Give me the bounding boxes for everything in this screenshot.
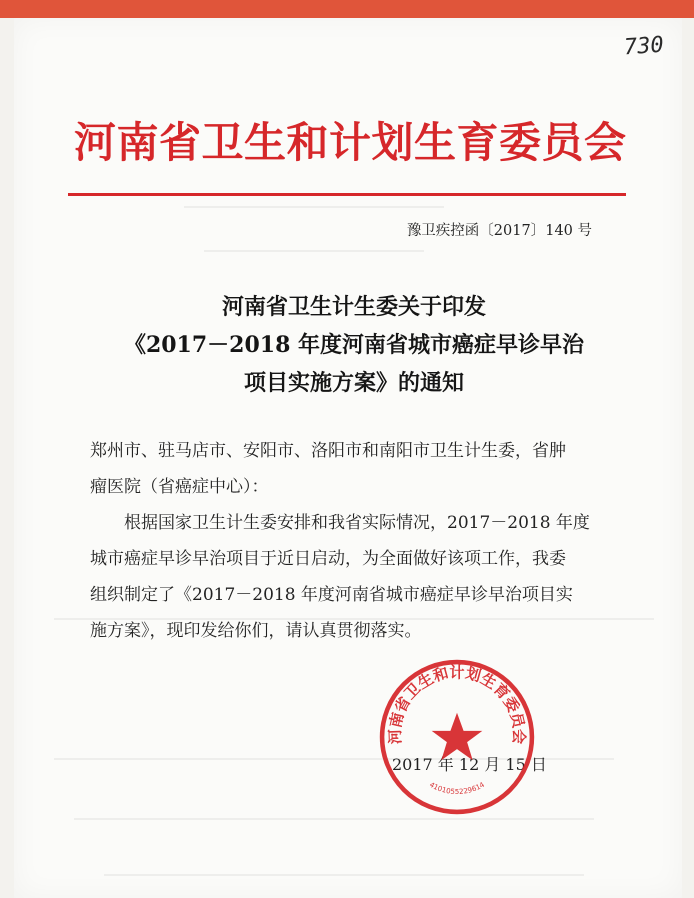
body-paragraph-line: 组织制定了《2017－2018 年度河南省城市癌症早诊早治项目实 (90, 585, 573, 605)
document-page (14, 18, 682, 898)
bleed-through-mark (204, 250, 424, 252)
issue-date: 2017 年 12 月 15 日 (392, 755, 547, 774)
seal-arc-text: 河南省卫生和计划生育委员会 (386, 663, 528, 745)
body-paragraph-line: 根据国家卫生计生委安排和我省实际情况，2017－2018 年度 (90, 513, 590, 533)
official-red-seal (376, 656, 538, 818)
red-separator-line (68, 193, 626, 196)
recipients-line: 瘤医院（省癌症中心）： (90, 477, 269, 497)
top-color-band (0, 0, 694, 18)
seal-star-icon (432, 713, 483, 761)
body-paragraph-line: 城市癌症早诊早治项目于近日启动，为全面做好该项工作，我委 (90, 549, 566, 569)
bleed-through-mark (74, 818, 594, 820)
notice-title-line-2: 《2017－2018 年度河南省城市癌症早诊早治 (123, 332, 585, 358)
document-number: 豫卫疾控函〔2017〕140 号 (406, 223, 592, 239)
bleed-through-mark (104, 874, 584, 876)
seal-code-text: 4101055229614 (428, 779, 486, 796)
recipients-line: 郑州市、驻马店市、安阳市、洛阳市和南阳市卫生计生委，省肿 (90, 441, 566, 461)
bleed-through-mark (184, 206, 444, 208)
notice-title-line-3: 项目实施方案》的通知 (243, 370, 464, 396)
handwritten-page-number: 730 (623, 32, 665, 61)
issuer-red-header: 河南省卫生和计划生育委员会 (74, 118, 627, 167)
notice-title-line-1: 河南省卫生计生委关于印发 (221, 294, 486, 320)
body-paragraph-line: 施方案》，现印发给你们，请认真贯彻落实。 (90, 621, 422, 641)
